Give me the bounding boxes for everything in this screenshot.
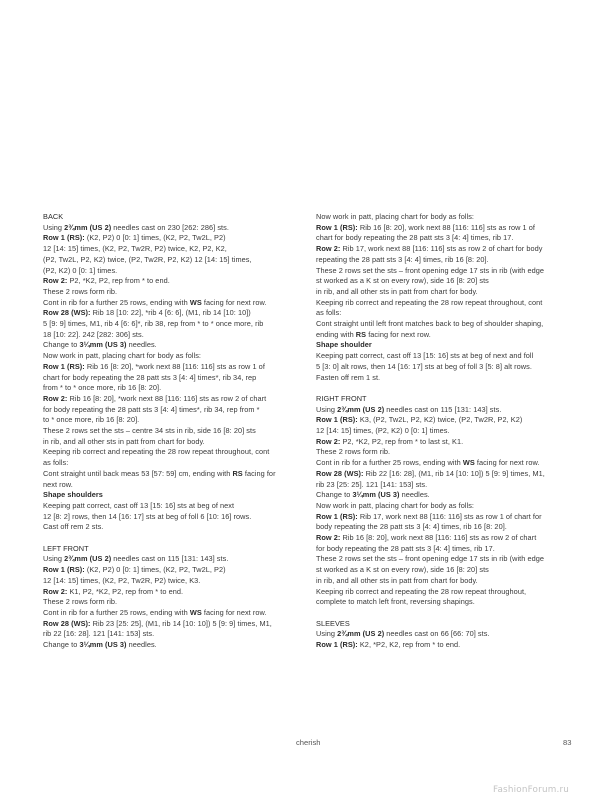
text-line: Keeping rib correct and repeating the 28 row repeat throughout, — [316, 586, 527, 596]
row-instruction: Row 1 (RS): Rib 16 [8: 20], work next 88 [116: 116] sts as row 1 of — [316, 222, 536, 232]
text-line: (P2, K2) 0 [0: 1] times. — [43, 265, 118, 275]
text-line: Cont in rib for a further 25 rows, ending with WS facing for next row. — [43, 608, 267, 617]
text-line: These 2 rows form rib. — [43, 286, 118, 296]
text-line: for body repeating the 28 patt sts 3 [4: 4] times*, rib 34, rep from * — [43, 404, 260, 414]
text-line: Cont straight until back meas 53 [57: 59] cm, ending with RS facing for — [43, 468, 276, 478]
text-line: next row. — [43, 479, 73, 489]
row-instruction: Row 1 (RS): (K2, P2) 0 [0: 1] times, (K2, P2, Tw2L, P2) — [43, 233, 226, 243]
row-instruction: Row 2: P2, *K2, P2, rep from * to end. — [43, 276, 170, 286]
text-line: Keeping patt correct, cast off 13 [15: 16] sts at beg of next — [43, 500, 235, 510]
needle-size: 3¼mm (US 3) — [79, 340, 127, 350]
row-label: Row 1 (RS): — [316, 511, 358, 521]
text-line: Cont in rib for a further 25 rows, ending with WS facing for next row. — [43, 297, 267, 307]
left-front-section — [43, 544, 299, 651]
text-line: Keeping patt correct, cast off 13 [15: 16] sts at beg of next and foll — [316, 351, 534, 361]
subheading-shape-shoulders: Shape shoulders — [43, 490, 103, 500]
text-line: 12 [8: 2] rows, then 14 [16: 17] sts at beg of foll 6 [10: 16] rows. — [43, 511, 252, 521]
row-instruction: Row 28 (WS): Rib 22 [16: 28], (M1, rib 14 [10: 10]) 5 [9: 9] times, M1, — [316, 468, 545, 478]
right-front-section — [316, 394, 572, 608]
text-line: in rib, and all other sts in patt from chart for body. — [316, 575, 478, 585]
text-line: rib 23 [25: 25]. 121 [141: 153] sts. — [316, 479, 428, 489]
text-line: rib 22 [16: 28]. 121 [141: 153] sts. — [43, 629, 155, 639]
row-label: Row 1 (RS): — [316, 640, 358, 650]
text-line: as folls: — [43, 458, 69, 468]
text-line: Change to 3¼mm (US 3) needles. — [316, 490, 430, 500]
text-line: These 2 rows set the sts – front opening edge 17 sts in rib (with edge — [316, 265, 545, 275]
text-line: ending with RS facing for next row. — [316, 329, 431, 339]
text-line: as folls: — [316, 308, 342, 318]
text-line: Cont straight until left front matches back to beg of shoulder shaping, — [316, 319, 544, 329]
text-line: These 2 rows form rib. — [43, 597, 118, 607]
text-line: Using 2¾mm (US 2) needles cast on 66 [66: 70] sts. — [316, 629, 490, 639]
section-gap — [316, 383, 572, 394]
row-instruction: Row 28 (WS): Rib 23 [25: 25], (M1, rib 14 [10: 10]) 5 [9: 9] times, M1, — [43, 618, 272, 628]
row-label: Row 1 (RS): — [316, 415, 358, 425]
text-line: Keeping rib correct and repeating the 28 row repeat throughout, cont — [316, 297, 543, 307]
needle-size: 3¼mm (US 3) — [352, 490, 400, 500]
row-label: Row 1 (RS): — [316, 222, 358, 232]
needle-size: 2¾mm (US 2) — [337, 629, 385, 639]
section-gap — [316, 608, 572, 619]
needle-size: 2¾mm (US 2) — [64, 222, 112, 232]
subheading-shape-shoulder: Shape shoulder — [316, 340, 372, 350]
row-instruction: Row 1 (RS): Rib 17, work next 88 [116: 116] sts as row 1 of chart for — [316, 511, 542, 521]
text-line: to * once more, rib 16 [8: 20]. — [43, 415, 140, 425]
left-column — [43, 212, 299, 651]
row-label: Row 1 (RS): — [43, 233, 85, 243]
row-label: Row 2: — [43, 586, 68, 596]
left-front-continued-section — [316, 212, 572, 383]
section-heading-right-front: RIGHT FRONT — [316, 393, 367, 403]
section-heading-back: BACK — [43, 212, 64, 221]
back-section — [43, 212, 299, 533]
row-label: Row 1 (RS): — [43, 565, 85, 575]
row-label: Row 2: — [316, 436, 341, 446]
text-line: Change to 3¼mm (US 3) needles. — [43, 340, 157, 350]
row-instruction: Row 1 (RS): Rib 16 [8: 20], *work next 88 [116: 116] sts as row 1 of — [43, 361, 265, 371]
text-line: 18 [10: 22]. 242 [282: 306] sts. — [43, 329, 144, 339]
text-line: 5 [3: 0] alt rows, then 14 [16: 17] sts at beg of foll 3 [5: 8] alt rows. — [316, 361, 532, 371]
text-line: Now work in patt, placing chart for body as folls: — [316, 500, 475, 510]
watermark: FashionForum.ru — [493, 785, 570, 795]
text-line: Now work in patt, placing chart for body as folls: — [43, 351, 202, 361]
text-line: These 2 rows set the sts – front opening edge 17 sts in rib (with edge — [316, 554, 545, 564]
text-line: 5 [9: 9] times, M1, rib 4 [6: 6]*, rib 38, rep from * to * once more, rib — [43, 319, 264, 329]
text-line: Cont in rib for a further 25 rows, ending with WS facing for next row. — [316, 458, 540, 468]
needle-size: 3¼mm (US 3) — [79, 640, 127, 650]
text-line: These 2 rows set the sts – centre 34 sts in rib, side 16 [8: 20] sts — [43, 426, 256, 436]
text-line: Change to 3¼mm (US 3) needles. — [43, 640, 157, 650]
row-label: Row 2: — [43, 276, 68, 286]
text-line: in rib, and all other sts in patt from chart for body. — [43, 436, 205, 446]
row-label: Row 28 (WS): — [43, 308, 91, 318]
needle-size: 2¾mm (US 2) — [337, 404, 385, 414]
row-label: Row 2: — [316, 533, 341, 543]
row-instruction: Row 2: Rib 17, work next 88 [116: 116] sts as row 2 of chart for body — [316, 244, 543, 254]
row-instruction: Row 28 (WS): Rib 18 [10: 22], *rib 4 [6: 6], (M1, rib 14 [10: 10]) — [43, 308, 251, 318]
text-line: Using 2¾mm (US 2) needles cast on 230 [262: 286] sts. — [43, 222, 229, 232]
row-instruction: Row 1 (RS): K3, (P2, Tw2L, P2, K2) twice, (P2, Tw2R, P2, K2) — [316, 415, 523, 425]
text-line: 12 [14: 15] times, (K2, P2, Tw2R, P2) twice, K3. — [43, 575, 201, 585]
row-label: Row 28 (WS): — [316, 468, 364, 478]
page-number: 83 — [563, 738, 572, 747]
row-instruction: Row 2: K1, P2, *K2, P2, rep from * to end. — [43, 586, 184, 596]
row-instruction: Row 1 (RS): (K2, P2) 0 [0: 1] times, (K2, P2, Tw2L, P2) — [43, 565, 226, 575]
row-instruction: Row 2: P2, *K2, P2, rep from * to last st, K1. — [316, 436, 464, 446]
text-line: Using 2¾mm (US 2) needles cast on 115 [131: 143] sts. — [43, 554, 229, 564]
text-line: Now work in patt, placing chart for body as folls: — [316, 212, 475, 221]
text-line: complete to match left front, reversing shapings. — [316, 597, 475, 607]
text-line: for body repeating the 28 patt sts 3 [4: 4] times, rib 17. — [316, 543, 495, 553]
text-line: Cast off rem 2 sts. — [43, 522, 104, 532]
row-label: Row 1 (RS): — [43, 361, 85, 371]
section-heading-sleeves: SLEEVES — [316, 618, 350, 628]
text-line: 12 [14: 15] times, (K2, P2, Tw2R, P2) twice, K2, P2, K2, — [43, 244, 227, 254]
text-line: Keeping rib correct and repeating the 28 row repeat throughout, cont — [43, 447, 270, 457]
row-label: Row 2: — [316, 244, 341, 254]
text-line: Using 2¾mm (US 2) needles cast on 115 [131: 143] sts. — [316, 404, 502, 414]
right-column — [316, 212, 572, 651]
section-heading-left-front: LEFT FRONT — [43, 543, 89, 553]
row-instruction: Row 2: Rib 16 [8: 20], *work next 88 [116: 116] sts as row 2 of chart — [43, 393, 267, 403]
text-line: st worked as a K st on every row), side 16 [8: 20] sts — [316, 276, 489, 286]
text-line: 12 [14: 15] times, (P2, K2) 0 [0: 1] times. — [316, 426, 450, 436]
text-line: (P2, Tw2L, P2, K2) twice, (P2, Tw2R, P2, K2) 12 [14: 15] times, — [43, 254, 252, 264]
needle-size: 2¾mm (US 2) — [64, 554, 112, 564]
section-gap — [43, 533, 299, 544]
text-line: chart for body repeating the 28 patt sts 3 [4: 4] times*, rib 34, rep — [43, 372, 257, 382]
row-instruction: Row 1 (RS): K2, *P2, K2, rep from * to end. — [316, 640, 461, 650]
sleeves-section — [316, 619, 572, 651]
row-instruction: Row 2: Rib 16 [8: 20], work next 88 [116: 116] sts as row 2 of chart — [316, 533, 537, 543]
text-line: repeating the 28 patt sts 3 [4: 4] times, rib 16 [8: 20]. — [316, 254, 489, 264]
footer-brand: cherish — [296, 738, 321, 747]
text-line: from * to * once more, rib 16 [8: 20]. — [43, 383, 162, 393]
text-line: Fasten off rem 1 st. — [316, 372, 381, 382]
row-label: Row 28 (WS): — [43, 618, 91, 628]
text-line: These 2 rows form rib. — [316, 447, 391, 457]
text-line: chart for body repeating the 28 patt sts 3 [4: 4] times, rib 17. — [316, 233, 514, 243]
text-line: st worked as a K st on every row), side 16 [8: 20] sts — [316, 565, 489, 575]
text-line: in rib, and all other sts in patt from chart for body. — [316, 286, 478, 296]
row-label: Row 2: — [43, 393, 68, 403]
text-line: body repeating the 28 patt sts 3 [4: 4] times, rib 16 [8: 20]. — [316, 522, 507, 532]
